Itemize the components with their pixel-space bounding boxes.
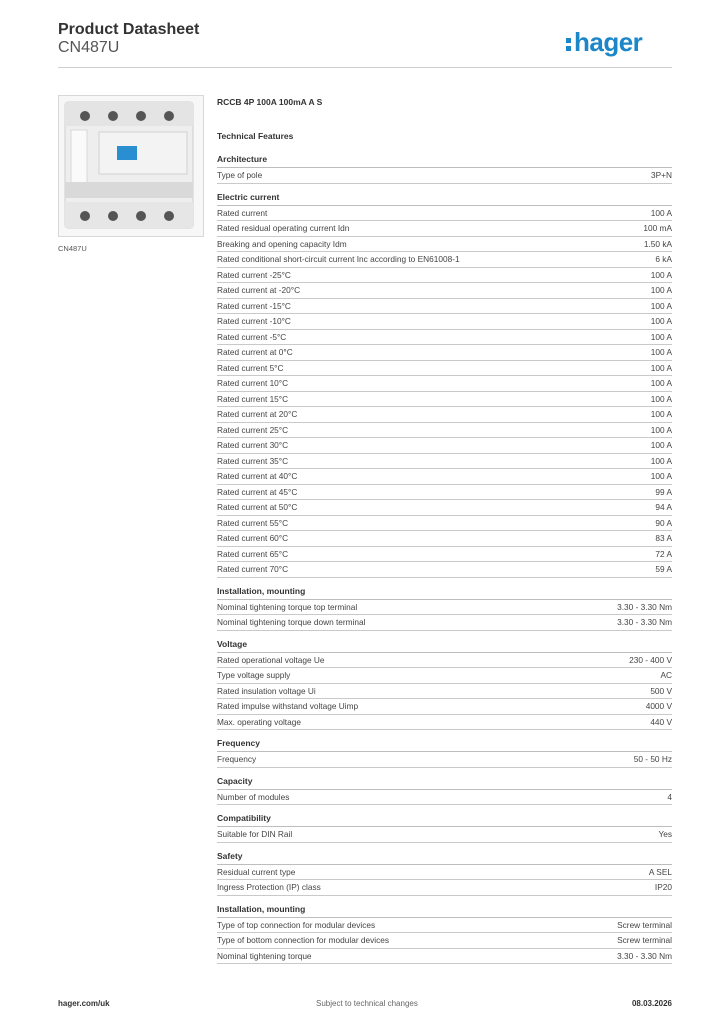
spec-row xyxy=(217,376,672,392)
spec-label: Rated current 60°C xyxy=(217,533,289,543)
spec-value: 3.30 - 3.30 Nm xyxy=(617,601,672,612)
spec-value: 83 A xyxy=(655,533,672,543)
spec-value: 50 - 50 Hz xyxy=(633,754,672,764)
spec-row xyxy=(217,168,672,184)
spec-value: 100 A xyxy=(650,300,672,311)
spec-value: 100 A xyxy=(650,424,672,435)
spec-label: Rated current at 20°C xyxy=(217,409,298,419)
spec-label: Rated current 70°C xyxy=(217,564,289,574)
spec-value: 100 A xyxy=(650,269,672,280)
spec-section xyxy=(217,152,672,184)
spec-row xyxy=(217,827,672,843)
spec-row xyxy=(217,345,672,361)
spec-label: Rated current at 50°C xyxy=(217,502,298,512)
spec-row xyxy=(217,615,672,631)
spec-value: 100 A xyxy=(650,440,672,450)
section-title: Voltage xyxy=(217,637,672,653)
spec-row xyxy=(217,252,672,268)
spec-row xyxy=(217,668,672,684)
spec-row xyxy=(217,299,672,315)
spec-row xyxy=(217,361,672,377)
spec-label: Breaking and opening capacity Idm xyxy=(217,238,347,249)
spec-value: 100 A xyxy=(650,378,672,388)
section-title: Compatibility xyxy=(217,811,672,827)
spec-label: Rated current 35°C xyxy=(217,455,289,466)
section-title: Installation, mounting xyxy=(217,584,672,600)
spec-row xyxy=(217,485,672,501)
hager-logo xyxy=(566,27,642,58)
spec-row xyxy=(217,600,672,616)
spec-label: Rated current 25°C xyxy=(217,424,289,435)
spec-label: Residual current type xyxy=(217,866,296,877)
spec-value: 72 A xyxy=(655,548,672,559)
spec-row xyxy=(217,221,672,237)
spec-section xyxy=(217,637,672,731)
logo-text: hager xyxy=(574,27,643,57)
spec-row xyxy=(217,469,672,485)
spec-section xyxy=(217,736,672,768)
spec-row xyxy=(217,314,672,330)
spec-value: 100 A xyxy=(650,362,672,373)
spec-label: Rated current at 0°C xyxy=(217,347,293,357)
spec-section xyxy=(217,774,672,806)
spec-label: Rated current at 40°C xyxy=(217,471,298,481)
logo-dots-icon xyxy=(566,35,572,54)
spec-value: 90 A xyxy=(655,517,672,528)
spec-label: Rated impulse withstand voltage Uimp xyxy=(217,701,359,711)
spec-label: Nominal tightening torque top terminal xyxy=(217,601,358,612)
spec-row xyxy=(217,562,672,578)
product-code: CN487U xyxy=(58,39,120,56)
spec-label: Number of modules xyxy=(217,791,290,802)
spec-section xyxy=(217,902,672,965)
spec-label: Rated current xyxy=(217,207,268,218)
spec-value: Yes xyxy=(658,829,672,839)
spec-row xyxy=(217,531,672,547)
spec-row xyxy=(217,237,672,253)
spec-label: Frequency xyxy=(217,754,257,764)
spec-value: 100 A xyxy=(650,471,672,481)
rccb-device-icon xyxy=(59,96,203,236)
spec-row xyxy=(217,949,672,965)
spec-row xyxy=(217,500,672,516)
spec-row xyxy=(217,407,672,423)
section-title: Electric current xyxy=(217,190,672,206)
spec-label: Rated current 15°C xyxy=(217,393,289,404)
spec-label: Ingress Protection (IP) class xyxy=(217,882,321,892)
spec-table xyxy=(217,152,672,964)
spec-value: 1.50 kA xyxy=(643,238,672,249)
spec-section xyxy=(217,811,672,843)
footer-date: 08.03.2026 xyxy=(631,999,672,1008)
section-title: Installation, mounting xyxy=(217,902,672,918)
spec-label: Rated current 5°C xyxy=(217,362,284,373)
spec-row xyxy=(217,699,672,715)
spec-row xyxy=(217,438,672,454)
spec-row xyxy=(217,283,672,299)
features-heading: Technical Features xyxy=(217,131,294,141)
spec-label: Rated operational voltage Ue xyxy=(217,654,325,665)
spec-value: 99 A xyxy=(655,486,672,497)
spec-row xyxy=(217,392,672,408)
spec-row xyxy=(217,516,672,532)
spec-value: 59 A xyxy=(655,564,672,574)
spec-label: Rated current -10°C xyxy=(217,316,291,326)
spec-value: 4000 V xyxy=(645,701,672,711)
spec-value: 440 V xyxy=(650,716,672,727)
spec-label: Type of pole xyxy=(217,170,263,180)
section-title: Frequency xyxy=(217,736,672,752)
product-name: RCCB 4P 100A 100mA A S xyxy=(217,97,323,107)
spec-row xyxy=(217,206,672,222)
spec-value: 100 A xyxy=(650,285,672,295)
spec-label: Rated current -15°C xyxy=(217,300,291,311)
spec-row xyxy=(217,454,672,470)
spec-label: Type of top connection for modular devices xyxy=(217,919,376,930)
spec-value: 100 A xyxy=(650,455,672,466)
spec-label: Rated residual operating current Idn xyxy=(217,223,350,233)
spec-value: 100 A xyxy=(650,331,672,342)
spec-value: Screw terminal xyxy=(617,935,672,945)
spec-row xyxy=(217,423,672,439)
spec-value: 230 - 400 V xyxy=(629,654,672,665)
spec-value: 3P+N xyxy=(651,170,672,180)
spec-label: Rated current 10°C xyxy=(217,378,289,388)
section-title: Architecture xyxy=(217,152,672,168)
spec-value: 500 V xyxy=(650,685,672,696)
spec-section xyxy=(217,584,672,631)
header-divider xyxy=(58,67,672,68)
spec-label: Rated current -25°C xyxy=(217,269,291,280)
page-title: Product Datasheet xyxy=(58,21,200,38)
spec-value: 100 A xyxy=(650,393,672,404)
spec-label: Rated current 30°C xyxy=(217,440,289,450)
spec-label: Nominal tightening torque xyxy=(217,950,312,961)
spec-value: 94 A xyxy=(655,502,672,512)
spec-value: 100 A xyxy=(650,347,672,357)
footer-note: Subject to technical changes xyxy=(316,999,418,1008)
spec-value: 4 xyxy=(667,791,672,802)
spec-label: Suitable for DIN Rail xyxy=(217,829,293,839)
spec-row xyxy=(217,865,672,881)
spec-label: Rated current 65°C xyxy=(217,548,289,559)
spec-row xyxy=(217,752,672,768)
spec-value: A SEL xyxy=(648,866,672,877)
spec-row xyxy=(217,880,672,896)
spec-row xyxy=(217,330,672,346)
spec-label: Nominal tightening torque down terminal xyxy=(217,617,366,627)
spec-value: AC xyxy=(660,670,672,680)
product-image xyxy=(58,95,204,237)
section-title: Capacity xyxy=(217,774,672,790)
spec-row xyxy=(217,918,672,934)
spec-row xyxy=(217,653,672,669)
spec-label: Rated conditional short-circuit current Inc according to EN61008-1 xyxy=(217,254,460,264)
spec-row xyxy=(217,268,672,284)
spec-row xyxy=(217,684,672,700)
spec-label: Rated current -5°C xyxy=(217,331,287,342)
spec-value: 6 kA xyxy=(655,254,672,264)
spec-row xyxy=(217,715,672,731)
spec-label: Type of bottom connection for modular devices xyxy=(217,935,390,945)
spec-label: Rated current 55°C xyxy=(217,517,289,528)
spec-value: 100 A xyxy=(650,409,672,419)
spec-label: Rated current at -20°C xyxy=(217,285,301,295)
spec-value: 100 A xyxy=(650,207,672,218)
spec-value: 100 A xyxy=(650,316,672,326)
spec-label: Rated current at 45°C xyxy=(217,486,298,497)
footer-website: hager.com/uk xyxy=(58,999,110,1008)
spec-row xyxy=(217,790,672,806)
section-title: Safety xyxy=(217,849,672,865)
spec-section xyxy=(217,849,672,896)
spec-value: Screw terminal xyxy=(617,919,672,930)
spec-value: 3.30 - 3.30 Nm xyxy=(617,617,672,627)
spec-value: IP20 xyxy=(654,882,672,892)
spec-value: 3.30 - 3.30 Nm xyxy=(617,950,672,961)
spec-label: Rated insulation voltage Ui xyxy=(217,685,316,696)
spec-row xyxy=(217,547,672,563)
spec-row xyxy=(217,933,672,949)
spec-label: Type voltage supply xyxy=(217,670,291,680)
spec-label: Max. operating voltage xyxy=(217,716,301,727)
spec-section xyxy=(217,190,672,578)
image-caption: CN487U xyxy=(58,244,87,253)
spec-value: 100 mA xyxy=(643,223,672,233)
